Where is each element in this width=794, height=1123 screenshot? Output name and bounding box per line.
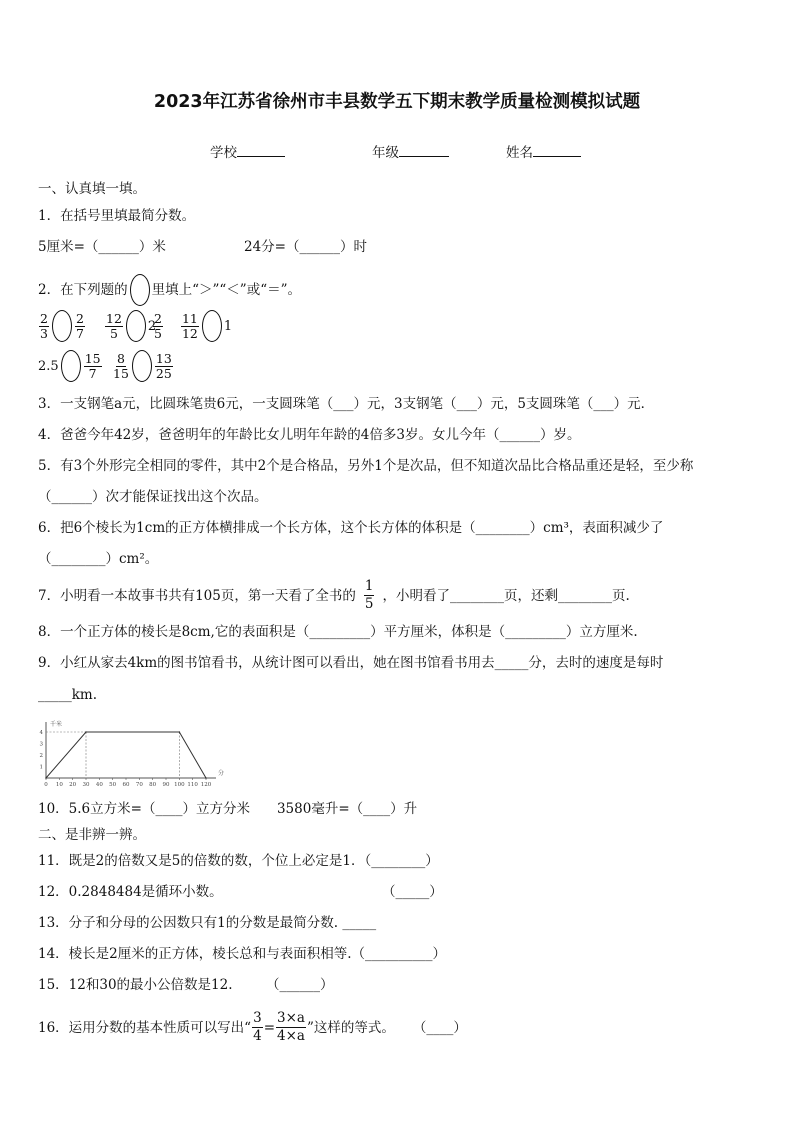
question-4: 4．爸爸今年42岁，爸爸明年的年龄比女儿明年年龄的4倍多3岁。女儿今年（______）岁。 [38, 427, 581, 443]
y-tick-label: 4 [39, 730, 43, 736]
compare-item-5 [112, 350, 174, 382]
y-axis-label: 千米 [50, 721, 63, 728]
compare-item-1 [38, 310, 86, 342]
x-tick-label: 90 [162, 782, 170, 788]
question-11: 11．既是2的倍数又是5的倍数的数，个位上必定是1．（________） [38, 853, 439, 869]
compare-item-2 [104, 310, 156, 342]
y-tick-label: 1 [39, 764, 43, 771]
series-line [46, 732, 206, 778]
question-6-line-2: （________）cm²。 [38, 551, 159, 567]
question-15-blank[interactable]: （______） [266, 977, 334, 993]
data-point [205, 777, 207, 779]
question-16-text-b: ”这样的等式。 [306, 1019, 395, 1036]
grade-field [372, 141, 449, 161]
compare-value: 1 [223, 318, 233, 334]
distance-time-chart [36, 716, 226, 788]
oval-icon [130, 274, 150, 306]
compare-oval[interactable] [61, 350, 81, 382]
compare-value: 2.5 [38, 358, 59, 374]
x-tick-label: 60 [122, 782, 130, 788]
fraction: $\frac{3}{4}$ [253, 1010, 262, 1044]
x-tick-label: 30 [82, 782, 90, 788]
compare-oval[interactable] [132, 350, 152, 382]
y-tick-label: 2 [39, 753, 43, 759]
question-16 [38, 1010, 467, 1045]
fraction: $\frac{2}{5}$ [154, 310, 162, 341]
compare-oval[interactable] [202, 310, 222, 342]
fraction: $\frac{15}{7}$ [84, 350, 101, 381]
data-point [85, 731, 87, 733]
question-5-line-1: 5．有3个外形完全相同的零件，其中2个是合格品，另外1个是次品，但不知道次品比合格品重还是轻，至少称 [38, 458, 694, 474]
question-7-text-b: ，小明看了________页，还剩________页. [382, 587, 630, 604]
fraction: $\frac{3\times a}{4\times a}$ [277, 1010, 305, 1044]
x-tick-label: 70 [135, 782, 143, 788]
question-13: 13．分子和分母的公因数只有1的分数是最简分数. _____ [38, 915, 377, 931]
question-1b: 24分=（______）时 [244, 239, 367, 255]
fraction: $\frac{8}{15}$ [113, 350, 129, 381]
x-tick-label: 20 [69, 782, 77, 788]
fraction: $\frac{11}{12}$ [181, 310, 198, 341]
grade-label: 年级 [372, 145, 399, 161]
school-blank[interactable] [237, 143, 285, 157]
school-label: 学校 [210, 145, 237, 161]
question-9-line-2: _____km. [38, 687, 98, 703]
compare-item-3 [152, 310, 232, 342]
section-2-heading: 二、是非辨一辨。 [38, 827, 146, 843]
question-7 [38, 578, 630, 613]
x-tick-label: 110 [187, 782, 198, 788]
section-1-heading: 一、认真填一填。 [38, 181, 146, 197]
x-tick-label: 120 [200, 782, 212, 788]
name-field [506, 141, 581, 161]
grade-blank[interactable] [399, 143, 449, 157]
page-title: 2023年江苏省徐州市丰县数学五下期末教学质量检测模拟试题 [153, 92, 641, 112]
question-1a: 5厘米=（______）米 [38, 239, 166, 255]
question-6-line-1: 6．把6个棱长为1cm的正方体横排成一个长方体，这个长方体的体积是（________）cm³，表面积减少了 [38, 520, 664, 536]
x-tick-label: 80 [149, 782, 157, 788]
x-tick-label: 0 [44, 782, 48, 788]
data-point [45, 777, 47, 779]
fraction: $\frac{1}{5}$ [364, 578, 374, 612]
school-field [210, 141, 285, 161]
question-16-blank[interactable]: （____） [412, 1019, 467, 1036]
x-axis-label: 分 [218, 770, 225, 777]
x-tick-label: 100 [174, 782, 185, 788]
question-12-blank[interactable]: （_____） [382, 884, 443, 900]
fraction: $\frac{2}{3}$ [40, 310, 48, 341]
question-9-line-1: 9．小红从家去4km的图书馆看书，从统计图可以看出，她在图书馆看书用去_____分，去时的速度是每时 [38, 655, 664, 671]
compare-oval[interactable] [52, 310, 72, 342]
fraction: $\frac{13}{25}$ [155, 350, 172, 381]
fraction: $\frac{12}{5}$ [106, 310, 122, 341]
question-7-text-a: 7．小明看一本故事书共有105页，第一天看了全书的 [38, 587, 356, 604]
question-16-text-a: 16．运用分数的基本性质可以写出“ [38, 1019, 252, 1036]
question-3: 3．一支钢笔a元，比圆珠笔贵6元，一支圆珠笔（___）元，3支钢笔（___）元，5支圆珠笔（___）元． [38, 396, 655, 412]
equals-sign: = [263, 1019, 275, 1036]
question-2-text-before: 2．在下列题的 [38, 282, 128, 298]
question-15: 15．12和30的最小公倍数是12. [38, 977, 233, 993]
x-tick-label: 10 [55, 782, 63, 788]
compare-oval[interactable] [126, 310, 146, 342]
y-tick-label: 3 [39, 741, 43, 748]
question-12: 12．0.2848484是循环小数。 [38, 884, 223, 900]
question-5-line-2: （______）次才能保证找出这个次品。 [38, 489, 268, 505]
compare-value: 2 [147, 318, 157, 334]
x-tick-label: 50 [109, 782, 117, 788]
name-label: 姓名 [506, 145, 533, 161]
name-blank[interactable] [533, 143, 581, 157]
compare-item-4 [38, 350, 103, 382]
question-2-text-after: 里填上“＞”“＜”或“＝”。 [151, 282, 302, 298]
question-1: 1．在括号里填最简分数。 [38, 208, 196, 224]
question-8: 8．一个正方体的棱长是8cm,它的表面积是（_________）平方厘米，体积是（_________）立方厘米. [38, 624, 638, 640]
question-14: 14．棱长是2厘米的正方体，棱长总和与表面积相等.（__________） [38, 946, 447, 962]
question-2 [38, 274, 301, 306]
x-tick-label: 40 [95, 782, 103, 788]
data-point [179, 731, 181, 733]
question-10: 10．5.6立方米=（____）立方分米 3580毫升=（____）升 [38, 801, 418, 817]
fraction: $\frac{2}{7}$ [75, 310, 84, 341]
